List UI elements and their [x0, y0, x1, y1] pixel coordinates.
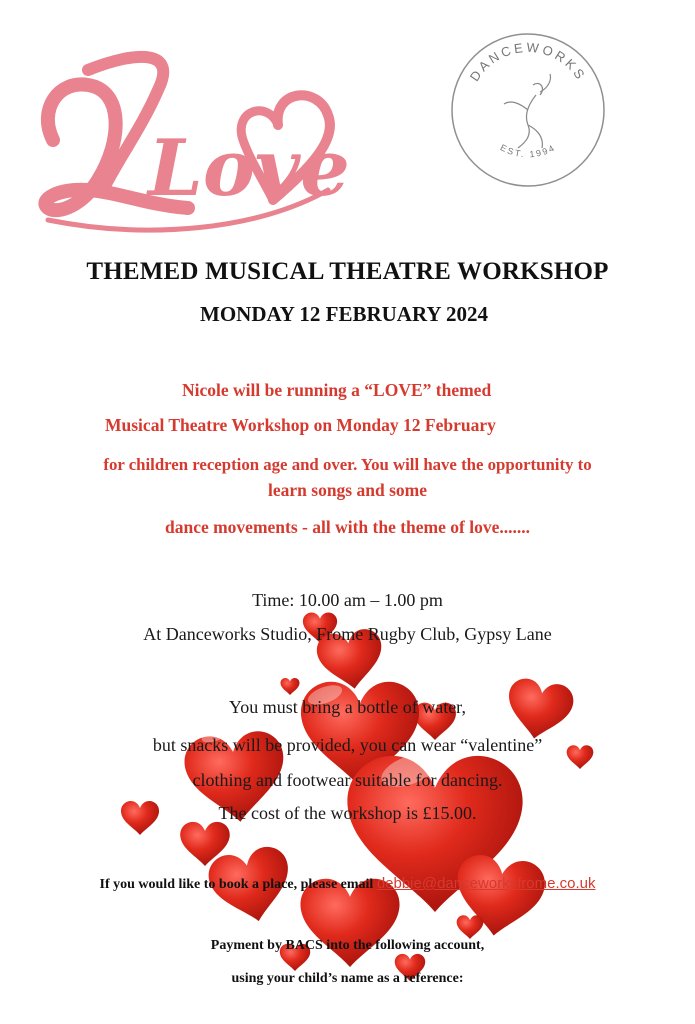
- note-line-1: You must bring a bottle of water,: [229, 697, 466, 717]
- email-link[interactable]: debbie@danceworksfrome.co.uk: [376, 875, 596, 892]
- booking-line: [0, 875, 695, 893]
- danceworks-logo: [448, 30, 608, 190]
- love-logo: [28, 30, 358, 240]
- intro-line-3: for children reception age and over. You will have the opportunity to: [103, 455, 592, 474]
- booking-text: If you would like to book a place, please email: [99, 877, 377, 892]
- payment-line-1: Payment by BACS into the following account,: [210, 938, 485, 953]
- note-line-4: The cost of the workshop is £15.00.: [218, 803, 477, 823]
- heart-small-14: [457, 915, 484, 939]
- intro-line-5: dance movements - all with the theme of love.......: [164, 517, 530, 537]
- payment-line-2: using your child’s name as a reference:: [231, 971, 464, 986]
- heart-small-3: [280, 678, 299, 695]
- love-logo-text: Love: [148, 123, 350, 214]
- intro-line-1: Nicole will be running a “LOVE” themed: [182, 380, 492, 400]
- intro-line-4: learn songs and some: [268, 480, 427, 500]
- danceworks-arc-text: DANCEWORKS: [466, 39, 590, 85]
- dancer-icon: [504, 74, 551, 148]
- note-line-3: clothing and footwear suitable for dancing.: [192, 770, 503, 790]
- time-info: Time: 10.00 am – 1.00 pm: [252, 590, 443, 610]
- danceworks-est-text: EST. 1994: [498, 142, 558, 160]
- hearts-illustration: [100, 600, 620, 990]
- workshop-title: THEMED MUSICAL THEATRE WORKSHOP: [86, 258, 609, 285]
- location-info: At Danceworks Studio, Frome Rugby Club, Gypsy Lane: [143, 624, 552, 644]
- workshop-date: MONDAY 12 FEBRUARY 2024: [200, 302, 489, 326]
- note-line-2: but snacks will be provided, you can wear “valentine”: [152, 735, 543, 755]
- intro-line-2: Musical Theatre Workshop on Monday 12 February: [105, 415, 496, 435]
